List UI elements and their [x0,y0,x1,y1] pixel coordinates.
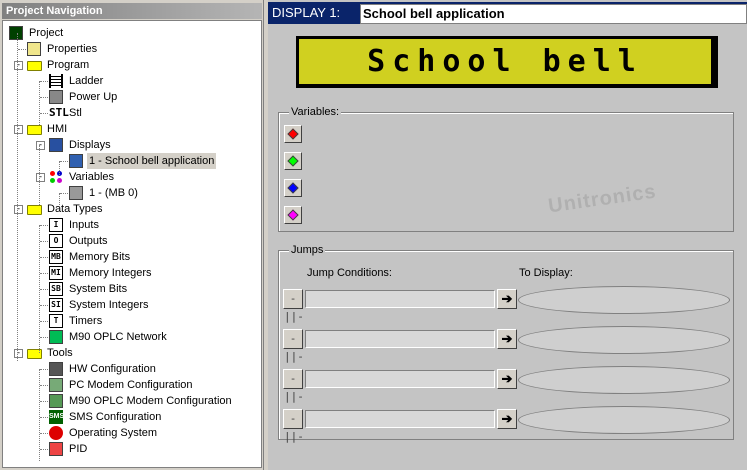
project-icon [9,26,23,40]
tree-connector [40,305,48,306]
arrow-right-icon[interactable]: ➔ [497,329,517,349]
jump-condition-field[interactable] [305,290,495,308]
tree-connector [39,81,40,125]
variables-icon [49,170,63,184]
tree-connector [40,273,48,274]
arrow-right-icon[interactable]: ➔ [497,369,517,389]
collapse-toggle-icon[interactable]: - [15,124,22,134]
panel-title: Project Navigation [2,3,262,19]
condition-contact-button[interactable]: -||- [283,329,303,349]
outputs-icon: O [49,234,63,248]
tree-item-label: System Integers [69,299,149,311]
variable-slot-button[interactable] [284,152,302,170]
tree-item-label: Properties [47,43,98,55]
tree-item-label: Memory Integers [69,267,152,279]
jump-row [283,329,729,363]
collapse-toggle-icon[interactable]: - [15,60,22,70]
os-icon [49,426,63,440]
lcd-text: School bell [299,39,711,84]
tree-connector [40,289,48,290]
lcd-screen[interactable] [296,36,718,88]
tree-connector [40,417,48,418]
tree-connector [59,161,60,175]
inputs-icon: I [49,218,63,232]
folder-icon [27,61,42,71]
target-display-slot[interactable] [518,326,730,354]
display-name-field[interactable]: School bell application [360,4,747,24]
tree-connector [40,97,48,98]
tree-connector [40,321,48,322]
tree-item-label: Program [47,59,90,71]
variable-diamond-icon [287,155,298,166]
sms-icon: SMS [49,410,63,424]
power-up-icon [49,90,63,104]
displays-icon [49,138,63,152]
tree-item-label: PID [69,443,88,455]
tree-connector [39,369,40,461]
tree-item-label: M90 OPLC Modem Configuration [69,395,232,407]
tree-item-label: Operating System [69,427,158,439]
tree-item-label: HMI [47,123,68,135]
tree-item-label: Project [29,27,64,39]
condition-contact-button[interactable]: -||- [283,369,303,389]
jump-condition-field[interactable] [305,410,495,428]
folder-icon [27,125,42,135]
tree-connector [40,385,48,386]
tree-item-label: Stl [69,107,82,119]
arrow-right-icon[interactable]: ➔ [497,409,517,429]
tree-connector [60,193,68,194]
system-integers-icon: SI [49,298,63,312]
collapse-toggle-icon[interactable]: - [15,348,22,358]
tree-connector [40,449,48,450]
stl-icon: STL [49,106,69,119]
jump-conditions-label: Jump Conditions: [307,267,392,279]
tree-item-label: 1 - School bell application [89,155,215,167]
tree-connector [59,193,60,207]
tree-connector [40,113,48,114]
variable-slot-button[interactable] [284,125,302,143]
memory-bits-icon: MB [49,250,63,264]
tree-item-label: Tools [47,347,73,359]
tree-connector [40,401,48,402]
variable-slot-button[interactable] [284,206,302,224]
collapse-toggle-icon[interactable]: - [15,204,22,214]
tree-item-label: Ladder [69,75,104,87]
variable-slot-button[interactable] [284,179,302,197]
properties-icon [27,42,41,56]
tree-connector [40,433,48,434]
tree-item-label: Memory Bits [69,251,131,263]
tree-connector [40,225,48,226]
jump-row [283,369,729,403]
tree-item-label: Outputs [69,235,108,247]
pc-modem-icon [49,378,63,392]
tree-connector [18,49,26,50]
tree-item-label: Displays [69,139,111,151]
tree-item-label: M90 OPLC Network [69,331,167,343]
tree-item-label: Inputs [69,219,99,231]
variable-item-icon [69,186,83,200]
display-page-icon [69,154,83,168]
jumps-title: Jumps [291,244,324,256]
tree-item-label: Variables [69,171,115,183]
ladder-icon [49,74,63,88]
tree-item-label: Timers [69,315,103,327]
collapse-toggle-icon[interactable]: - [37,172,44,182]
tree-connector [40,369,48,370]
tree-connector [40,257,48,258]
target-display-slot[interactable] [518,366,730,394]
tree-item-label: System Bits [69,283,128,295]
tree-item-label: PC Modem Configuration [69,379,193,391]
tree-connector [40,241,48,242]
arrow-right-icon[interactable]: ➔ [497,289,517,309]
jump-condition-field[interactable] [305,330,495,348]
variables-title: Variables: [291,106,340,118]
variable-diamond-icon [287,182,298,193]
tree-item-label: Power Up [69,91,118,103]
tree-item-label: Data Types [47,203,103,215]
display-number-label: DISPLAY 1: [272,5,341,20]
variable-diamond-icon [287,128,298,139]
to-display-label: To Display: [519,267,573,279]
project-tree [2,20,262,468]
tree-item-label: SMS Configuration [69,411,162,423]
variables-group [278,106,734,232]
jumps-group [278,244,734,443]
tree-connector [39,225,40,353]
tree-connector [40,81,48,82]
tree-connector [39,145,40,205]
jump-row [283,289,729,323]
variable-diamond-icon [287,209,298,220]
pid-icon [49,442,63,456]
folder-icon [27,205,42,215]
project-navigation-panel [0,0,264,470]
target-display-slot[interactable] [518,286,730,314]
network-icon [49,330,63,344]
oplc-modem-icon [49,394,63,408]
hw-config-icon [49,362,63,376]
condition-contact-button[interactable]: -||- [283,409,303,429]
condition-contact-button[interactable]: -||- [283,289,303,309]
target-display-slot[interactable] [518,406,730,434]
unitronics-watermark: Unitronics [546,180,658,218]
system-bits-icon: SB [49,282,63,296]
collapse-toggle-icon[interactable]: - [37,140,44,150]
jump-row [283,409,729,443]
tree-item-label: HW Configuration [69,363,156,375]
timers-icon: T [49,314,63,328]
memory-integers-icon: MI [49,266,63,280]
jump-condition-field[interactable] [305,370,495,388]
display-editor [268,0,747,470]
tree-item-label: 1 - (MB 0) [89,187,138,199]
display-header [268,2,747,24]
tree-connector [60,161,68,162]
tree-connector [40,337,48,338]
tree-connector [17,33,18,361]
